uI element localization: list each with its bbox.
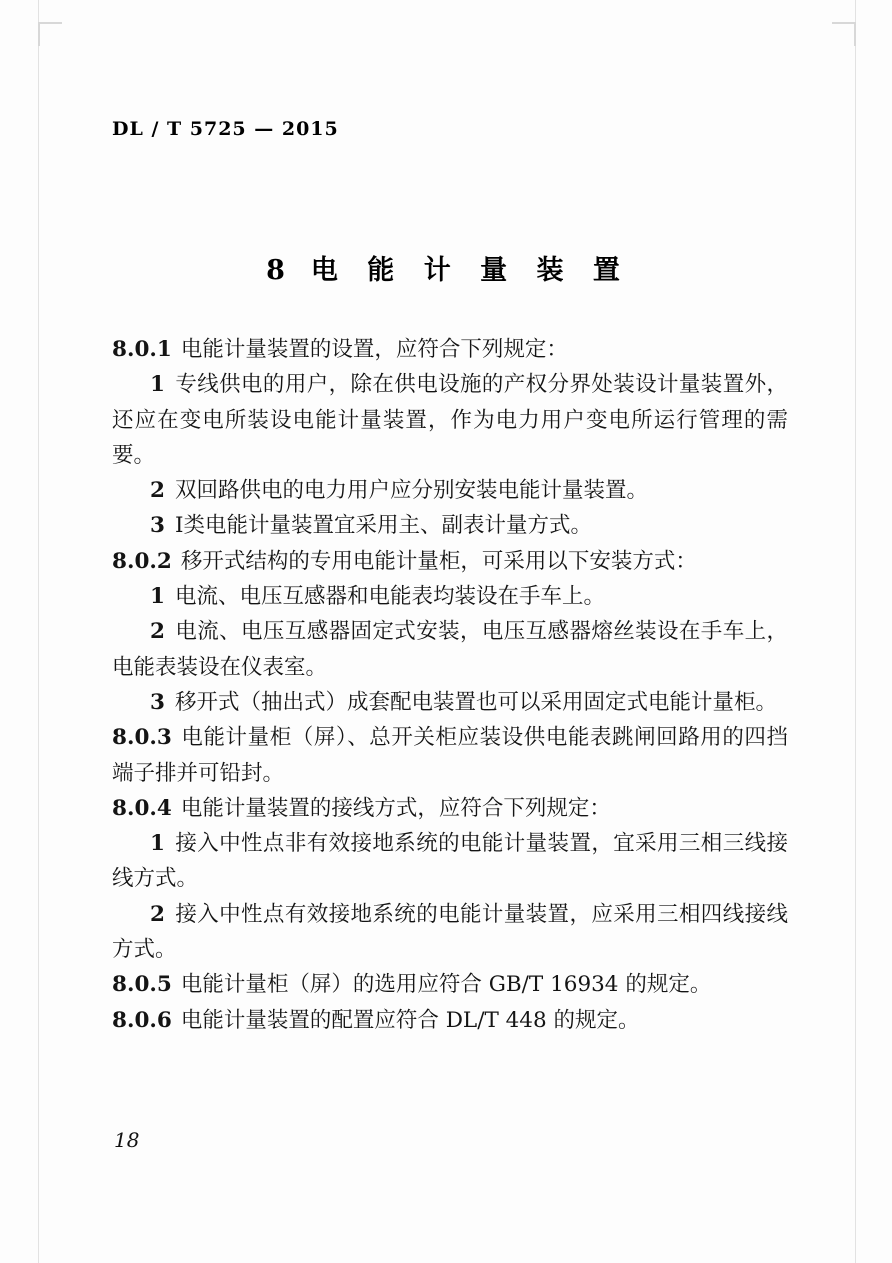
page-corner-top-right bbox=[832, 22, 856, 46]
clause-8-0-1-item-2 bbox=[112, 473, 788, 508]
clause-label: 8.0.3 bbox=[112, 725, 172, 751]
clause-text: 电能计量柜（屏）、总开关柜应装设供电能表跳闸回路用的四挡端子排并可铅封。 bbox=[112, 725, 788, 786]
item-text: 专线供电的用户，除在供电设施的产权分界处装设计量装置外，还应在变电所装设电能计量装置，作为电力用户变电所运行管理的需要。 bbox=[112, 372, 788, 468]
clause-8-0-3 bbox=[112, 720, 788, 791]
item-number: 1 bbox=[150, 584, 165, 610]
item-text: 双回路供电的电力用户应分别安装电能计量装置。 bbox=[174, 478, 648, 504]
clause-8-0-4-item-1 bbox=[112, 826, 788, 897]
chapter-title bbox=[112, 248, 784, 287]
clause-text: 电能计量装置的配置应符合 DL/T 448 的规定。 bbox=[180, 1007, 640, 1033]
item-text: Ⅰ类电能计量装置宜采用主、副表计量方式。 bbox=[174, 513, 592, 539]
clause-8-0-2-item-3 bbox=[112, 685, 788, 720]
clause-8-0-5 bbox=[112, 967, 788, 1002]
item-text: 电流、电压互感器固定式安装，电压互感器熔丝装设在手车上，电能表装设在仪表室。 bbox=[112, 619, 788, 680]
clause-label: 8.0.2 bbox=[112, 548, 172, 574]
item-number: 3 bbox=[150, 513, 165, 539]
clause-8-0-4-item-2 bbox=[112, 897, 788, 968]
item-number: 3 bbox=[150, 689, 165, 715]
clause-label: 8.0.4 bbox=[112, 795, 172, 821]
item-number: 2 bbox=[150, 478, 165, 504]
running-head: DL / T 5725 — 2015 bbox=[112, 118, 339, 140]
item-text: 移开式（抽出式）成套配电装置也可以采用固定式电能计量柜。 bbox=[174, 689, 777, 715]
item-text: 接入中性点非有效接地系统的电能计量装置，宜采用三相三线接线方式。 bbox=[112, 831, 788, 892]
clause-8-0-2 bbox=[112, 544, 788, 579]
page-edge-left bbox=[38, 0, 39, 1263]
clause-text: 电能计量装置的接线方式，应符合下列规定： bbox=[180, 795, 611, 821]
clause-label: 8.0.6 bbox=[112, 1007, 172, 1033]
clause-8-0-2-item-2 bbox=[112, 614, 788, 685]
page-corner-top-left bbox=[38, 22, 62, 46]
clause-8-0-1-item-1 bbox=[112, 367, 788, 473]
clause-text: 电能计量装置的设置，应符合下列规定： bbox=[180, 337, 568, 362]
chapter-number: 8 bbox=[266, 255, 287, 286]
clause-8-0-6 bbox=[112, 1003, 788, 1038]
clause-8-0-1 bbox=[112, 332, 788, 367]
clause-text: 电能计量柜（屏）的选用应符合 GB/T 16934 的规定。 bbox=[180, 972, 712, 998]
clause-label: 8.0.5 bbox=[112, 972, 172, 998]
clause-8-0-1-item-3 bbox=[112, 508, 788, 543]
page-edge-right bbox=[855, 0, 856, 1263]
item-number: 2 bbox=[150, 619, 165, 645]
item-number: 1 bbox=[150, 372, 165, 398]
item-text: 接入中性点有效接地系统的电能计量装置，应采用三相四线接线方式。 bbox=[112, 901, 788, 963]
clause-8-0-2-item-1 bbox=[112, 579, 788, 614]
clause-8-0-4 bbox=[112, 791, 788, 826]
body-text bbox=[112, 332, 788, 1038]
item-number: 1 bbox=[150, 831, 165, 857]
clause-label: 8.0.1 bbox=[112, 337, 172, 362]
item-text: 电流、电压互感器和电能表均装设在手车上。 bbox=[174, 584, 605, 610]
clause-text: 移开式结构的专用电能计量柜，可采用以下安装方式： bbox=[180, 548, 697, 574]
page-number: 18 bbox=[114, 1128, 140, 1152]
chapter-heading-text: 电 能 计 量 装 置 bbox=[310, 255, 630, 286]
item-number: 2 bbox=[150, 901, 165, 927]
